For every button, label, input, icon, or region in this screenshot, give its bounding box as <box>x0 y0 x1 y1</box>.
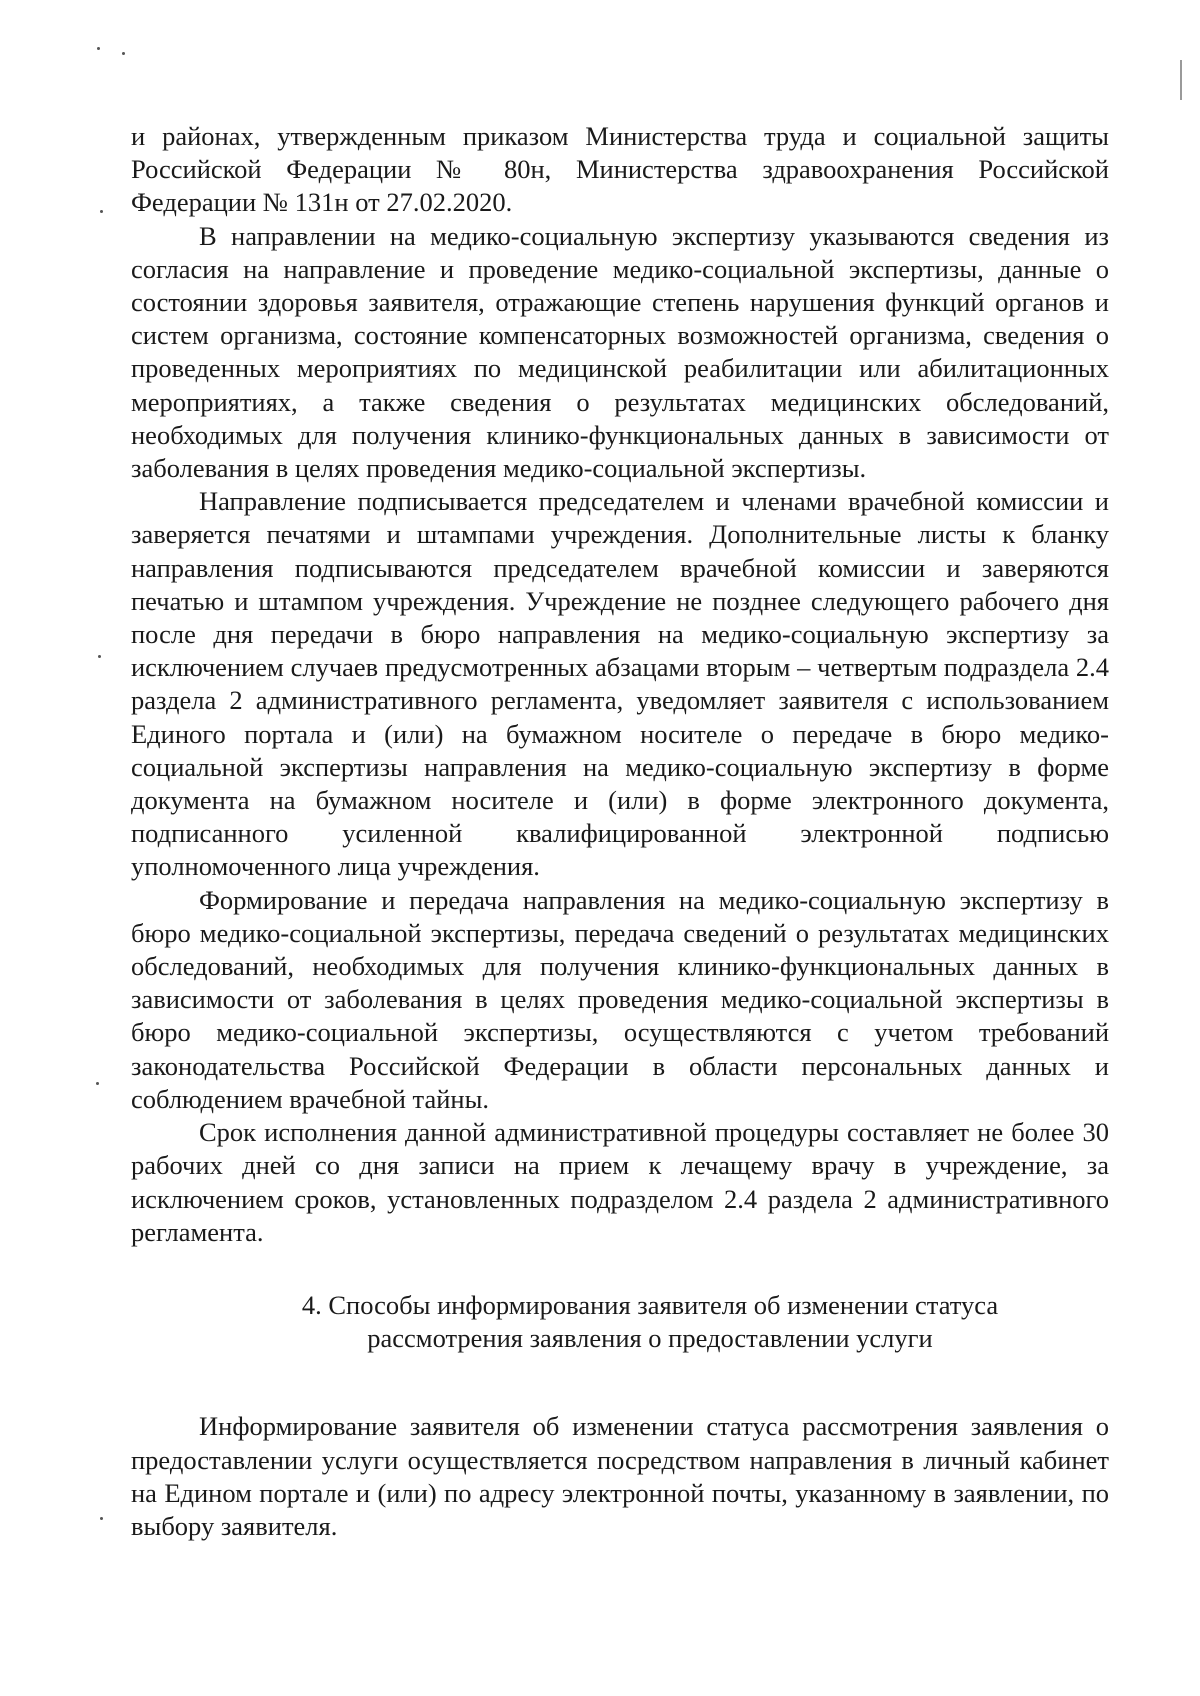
paragraph-continuation: и районах, утвержденным приказом Министерства труда и социальной защиты Российской Федерации № 80н, Министерства здравоохранения Российской Федерации № 131н от 27.02.2020. <box>131 121 1109 218</box>
scan-speck <box>100 1517 103 1520</box>
scan-speck <box>98 655 101 658</box>
scan-speck <box>122 52 125 55</box>
paragraph-referral-contents: В направлении на медико-социальную экспертизу указываются сведения из согласия на направление и проведение медико-социальной экспертизы, данные о состоянии здоровья заявителя, отражающие степень нарушения функций органов и систем организма, состояние компенсаторных возможностей организма, сведения о проведенных мероприятиях по медицинской реабилитации или абилитационных мероприятиях, а также сведения о результатах медицинских обследований, необходимых для получения клинико-функциональных данных в зависимости от заболевания в целях проведения медико-социальной экспертизы. <box>131 220 1109 484</box>
paragraph-referral-signing: Направление подписывается председателем и членами врачебной комиссии и заверяется печатями и штампами учреждения. Дополнительные листы к бланку направления подписываются председателем врачебной комиссии и заверяются печатью и штампом учреждения. Учреждение не позднее следующего рабочего дня после дня передачи в бюро направления на медико-социальную экспертизу за исключением случаев предусмотренных абзацами вторым – четвертым подраздела 2.4 раздела 2 административного регламента, уведомляет заявителя с использованием Единого портала и (или) на бумажном носителе о передаче в бюро медико-социальной экспертизы направления на медико-социальную экспертизу в форме документа на бумажном носителе и (или) в форме электронного документа, подписанного усиленной квалифицированной электронной подписью уполномоченного лица учреждения. <box>131 486 1109 882</box>
paragraph-status-notification: Информирование заявителя об изменении статуса рассмотрения заявления о предоставлении услуги осуществляется посредством направления в личный кабинет на Едином портале и (или) по адресу электронной почты, указанному в заявлении, по выбору заявителя. <box>131 1411 1109 1541</box>
scan-speck <box>100 210 103 213</box>
paragraph-referral-transfer: Формирование и передача направления на медико-социальную экспертизу в бюро медико-социальной экспертизы, передача сведений о результатах медицинских обследований, необходимых для получения клинико-функциональных данных в зависимости от заболевания в целях проведения медико-социальной экспертизы в бюро медико-социальной экспертизы, осуществляются с учетом требований законодательства Российской Федерации в области персональных данных и соблюдением врачебной тайны. <box>131 884 1109 1114</box>
scan-speck <box>96 1082 99 1085</box>
section-heading-line-1: 4. Способы информирования заявителя об изменении статуса <box>301 1289 999 1320</box>
section-heading <box>131 1249 1109 1410</box>
section-heading-line-2: рассмотрения заявления о предоставлении услуги <box>367 1323 933 1354</box>
document-body <box>131 120 1109 1543</box>
paragraph-procedure-term: Срок исполнения данной административной процедуры составляет не более 30 рабочих дней со дня записи на прием к лечащему врачу в учреждение, за исключением сроков, установленных подразделом 2.4 раздела 2 административного регламента. <box>131 1117 1109 1247</box>
scan-speck <box>97 47 100 50</box>
scan-edge-line <box>1180 60 1182 100</box>
